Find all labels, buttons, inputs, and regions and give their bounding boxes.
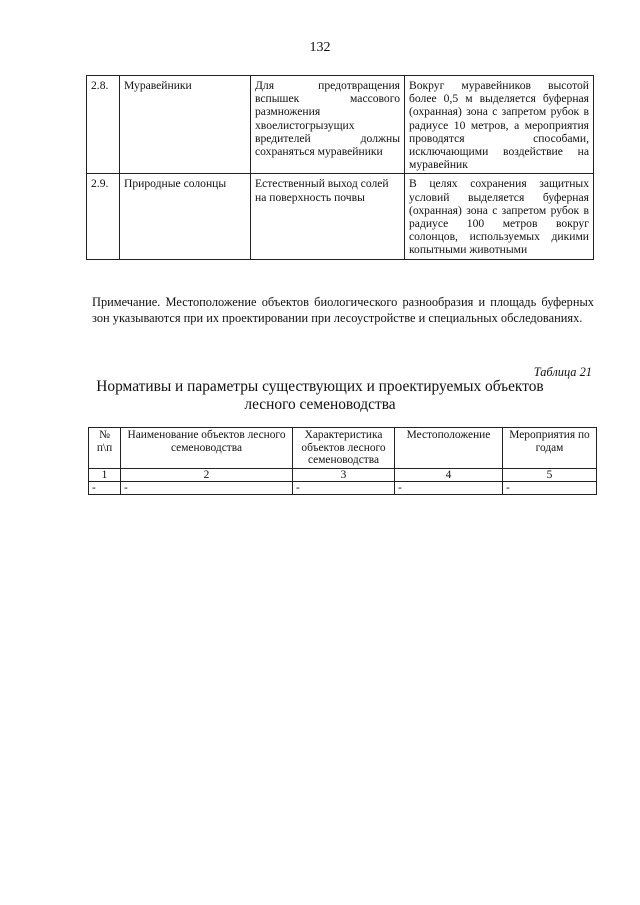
object-name: Муравейники	[120, 76, 251, 174]
table-cell: -	[89, 481, 121, 494]
column-header: № п\п	[89, 428, 121, 469]
column-index: 5	[503, 468, 597, 481]
object-description: Для предотвращения вспышек массового размножения хвоелистогрызущих вредителей должны сохраняться муравейники	[251, 76, 405, 174]
column-header: Местоположение	[395, 428, 503, 469]
table-title-line: Нормативы и параметры существующих и проектируемых объектов	[96, 378, 544, 395]
table-cell: -	[395, 481, 503, 494]
column-header: Наименование объектов лесного семеноводства	[121, 428, 293, 469]
table-row	[87, 174, 594, 259]
column-header: Характеристика объектов лесного семеноводства	[293, 428, 395, 469]
table-header-row	[89, 428, 597, 469]
object-measures: В целях сохранения защитных условий выделяется буферная (охранная) зона с запретом рубок в радиусе 100 метров вокруг солонцов, используемых дикими копытными животными	[405, 174, 594, 259]
note-paragraph: Примечание. Местоположение объектов биологического разнообразия и площадь буферных зон указываются при их проектировании при лесоустройстве и специальных обследованиях.	[92, 295, 594, 325]
seed-objects-table	[88, 427, 597, 495]
table-cell: -	[121, 481, 293, 494]
column-index: 4	[395, 468, 503, 481]
table-label: Таблица 21	[533, 365, 592, 379]
column-index: 1	[89, 468, 121, 481]
column-header: Мероприятия по годам	[503, 428, 597, 469]
column-index: 3	[293, 468, 395, 481]
table-row	[87, 76, 594, 174]
object-description: Естественный выход солей на поверхность почвы	[251, 174, 405, 259]
biodiversity-objects-table	[86, 75, 594, 260]
row-number: 2.9.	[87, 174, 120, 259]
object-measures: Вокруг муравейников высотой более 0,5 м выделяется буферная (охранная) зона с запретом рубок в радиусе 10 метров, а мероприятия проводятся способами, исключающими воздействие на муравейник	[405, 76, 594, 174]
table-title	[0, 378, 640, 413]
table-title-line: лесного семеноводства	[244, 395, 396, 413]
column-index-row	[89, 468, 597, 481]
object-name: Природные солонцы	[120, 174, 251, 259]
column-index: 2	[121, 468, 293, 481]
table-cell: -	[293, 481, 395, 494]
row-number: 2.8.	[87, 76, 120, 174]
table-cell: -	[503, 481, 597, 494]
page-number: 132	[309, 40, 331, 55]
table-row	[89, 481, 597, 494]
